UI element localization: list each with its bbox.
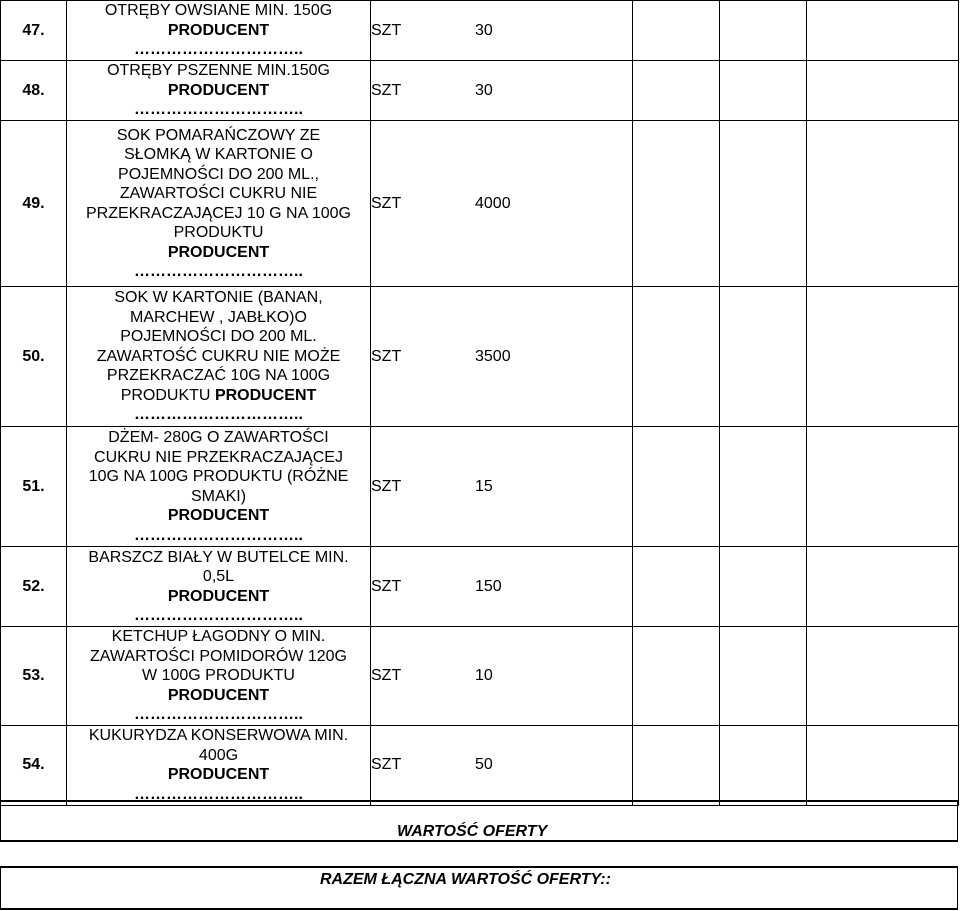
producer-label: PRODUCENT <box>167 507 270 524</box>
quantity-cell <box>371 627 633 726</box>
offer-value-label: WARTOŚĆ OFERTY <box>397 823 548 840</box>
description-line: SOK POMARAŃCZOWY ZE <box>116 126 321 144</box>
description-line: KETCHUP ŁAGODNY O MIN. <box>111 628 326 645</box>
producer-line <box>67 386 370 406</box>
item-description <box>67 61 371 121</box>
description-line: POJEMNOŚCI DO 200 ML. <box>120 328 317 346</box>
table-row <box>1 427 959 547</box>
value-cell[interactable] <box>720 427 807 547</box>
producer-fill-line: ………………………….. <box>134 41 303 59</box>
unit-label: SZT <box>371 577 402 595</box>
offer-value-row <box>0 800 958 842</box>
price-cell[interactable] <box>633 287 720 427</box>
producer-line <box>67 506 370 526</box>
item-description <box>67 547 371 627</box>
item-description <box>67 725 371 805</box>
value-cell[interactable] <box>720 61 807 121</box>
producer-line <box>67 765 370 785</box>
producer-fill-line: ………………………….. <box>134 607 303 624</box>
producer-label: PRODUCENT <box>167 81 270 99</box>
quantity-cell <box>371 427 633 547</box>
unit-label: SZT <box>371 667 402 684</box>
price-cell[interactable] <box>633 547 720 627</box>
description-line: MARCHEW , JABŁKO)O <box>130 308 307 326</box>
quantity-value: 15 <box>475 477 493 495</box>
producer-fill-line: ………………………….. <box>134 526 303 544</box>
unit-label: SZT <box>371 81 402 99</box>
notes-cell[interactable] <box>807 547 959 627</box>
unit-label: SZT <box>371 347 402 365</box>
description-line: CUKRU NIE PRZEKRACZAJĄCEJ <box>94 448 343 466</box>
producer-label: PRODUCENT <box>167 587 270 605</box>
description-line: 10G NA 100G PRODUKTU (RÓŻNE <box>88 468 349 485</box>
quantity-cell <box>371 121 633 287</box>
price-cell[interactable] <box>633 627 720 726</box>
description-line: POJEMNOŚCI DO 200 ML., <box>118 165 319 183</box>
quantity-cell <box>371 1 633 61</box>
description-line: OTRĘBY PSZENNE MIN.150G <box>107 62 330 80</box>
quantity-value: 50 <box>475 756 493 774</box>
price-cell[interactable] <box>633 121 720 287</box>
item-number: 51. <box>1 427 67 547</box>
notes-cell[interactable] <box>807 627 959 726</box>
producer-label: PRODUCENT <box>214 386 317 404</box>
description-line: ZAWARTOŚCI CUKRU NIE <box>119 185 318 202</box>
description-line: ZAWARTOŚĆ CUKRU NIE MOŻE <box>96 347 341 365</box>
description-line: BARSZCZ BIAŁY W BUTELCE MIN. <box>88 548 349 566</box>
producer-fill-line: ………………………….. <box>134 706 303 723</box>
value-cell[interactable] <box>720 725 807 805</box>
producer-label: PRODUCENT <box>167 766 270 783</box>
notes-cell[interactable] <box>807 427 959 547</box>
description-line: DŻEM- 280G O ZAWARTOŚCI <box>108 429 329 446</box>
description-line: ZAWARTOŚCI POMIDORÓW 120G <box>90 647 347 665</box>
value-cell[interactable] <box>720 287 807 427</box>
description-tail: PRODUKTU <box>120 386 215 404</box>
description-line: 0,5L <box>202 568 235 585</box>
quantity-value: 30 <box>475 21 493 39</box>
price-cell[interactable] <box>633 61 720 121</box>
producer-fill-line: ………………………….. <box>134 101 303 119</box>
price-cell[interactable] <box>633 725 720 805</box>
producer-line <box>67 81 370 101</box>
description-line: W 100G PRODUKTU <box>142 667 295 684</box>
producer-line <box>67 686 370 706</box>
description-line: PRZEKRACZAĆ 10G NA 100G <box>106 367 331 385</box>
notes-cell[interactable] <box>807 725 959 805</box>
table-row <box>1 287 959 427</box>
notes-cell[interactable] <box>807 121 959 287</box>
table-row <box>1 725 959 805</box>
description-line: PRODUKTU <box>173 224 264 241</box>
total-offer-row <box>0 866 958 910</box>
quantity-value: 150 <box>475 577 502 595</box>
item-number: 54. <box>1 725 67 805</box>
producer-line <box>67 587 370 607</box>
description-line: PRZEKRACZAJĄCEJ 10 G NA 100G <box>86 204 351 222</box>
value-cell[interactable] <box>720 547 807 627</box>
value-cell[interactable] <box>720 627 807 726</box>
quantity-cell <box>371 547 633 627</box>
quantity-value: 3500 <box>475 347 511 365</box>
unit-label: SZT <box>371 194 402 212</box>
quantity-cell <box>371 725 633 805</box>
notes-cell[interactable] <box>807 61 959 121</box>
notes-cell[interactable] <box>807 287 959 427</box>
price-cell[interactable] <box>633 1 720 61</box>
producer-line <box>67 21 370 41</box>
unit-label: SZT <box>371 756 402 774</box>
value-cell[interactable] <box>720 1 807 61</box>
table-row <box>1 61 959 121</box>
item-number: 49. <box>1 121 67 287</box>
quantity-cell <box>371 61 633 121</box>
description-line: 400G <box>198 746 239 764</box>
quantity-cell <box>371 287 633 427</box>
producer-fill-line: ………………………….. <box>134 263 303 280</box>
table-row <box>1 121 959 287</box>
quantity-value: 30 <box>475 81 493 99</box>
description-line: SŁOMKĄ W KARTONIE O <box>124 146 313 163</box>
quantity-value: 10 <box>475 667 493 684</box>
description-line: KUKURYDZA KONSERWOWA MIN. <box>88 727 349 744</box>
producer-label: PRODUCENT <box>167 243 270 261</box>
quantity-value: 4000 <box>475 194 511 212</box>
item-number: 53. <box>1 627 67 726</box>
item-description <box>67 287 371 427</box>
item-description <box>67 1 371 61</box>
total-offer-label: RAZEM ŁĄCZNA WARTOŚĆ OFERTY:: <box>320 871 611 888</box>
notes-cell[interactable] <box>807 1 959 61</box>
producer-fill-line: ………………………….. <box>134 406 303 424</box>
item-description <box>67 627 371 726</box>
item-description <box>67 121 371 287</box>
price-cell[interactable] <box>633 427 720 547</box>
producer-line <box>67 243 370 263</box>
item-number: 50. <box>1 287 67 427</box>
item-number: 48. <box>1 61 67 121</box>
item-number: 52. <box>1 547 67 627</box>
item-number: 47. <box>1 1 67 61</box>
value-cell[interactable] <box>720 121 807 287</box>
table-row <box>1 547 959 627</box>
producer-fill-line: ………………………….. <box>134 785 303 803</box>
description-line: OTRĘBY OWSIANE MIN. 150G <box>104 2 333 20</box>
table-row <box>1 1 959 61</box>
table-row <box>1 627 959 726</box>
unit-label: SZT <box>371 477 402 495</box>
unit-label: SZT <box>371 21 402 39</box>
description-line: SOK W KARTONIE (BANAN, <box>114 289 323 307</box>
description-line: SMAKI) <box>190 487 247 505</box>
producer-label: PRODUCENT <box>167 686 270 704</box>
producer-label: PRODUCENT <box>167 21 270 39</box>
item-description <box>67 427 371 547</box>
